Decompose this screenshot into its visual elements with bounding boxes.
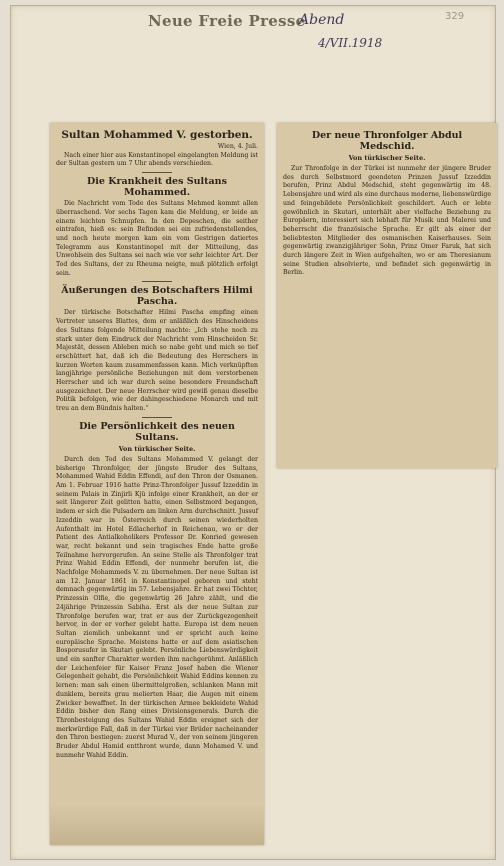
paper-stain	[50, 805, 264, 845]
handwritten-date: 4/VII.1918	[318, 36, 383, 50]
clipping-right-column	[277, 123, 497, 468]
clipping-left-column	[50, 123, 264, 845]
article-text-illness: Die Nachricht vom Tode des Sultans Mehmed kommt allen überraschend. Vor sechs Tagen kam die Meldung, er leide an einem leichten Schnupfen. In den Depeschen, die seither eintrafen, hieß es: sein Befinden sei ein zufriedenstellendes, und noch heute morgen kam ein vom Gestrigen datiertes Telegramm aus Konstantinopel mit der Mitteilung, das Unwohlsein des Sultans sei nach wie vor sehr leichter Art. Der Tod des Sultans, der zu Rheuma neigte, muß plötzlich erfolgt sein.	[56, 200, 258, 277]
newspaper-masthead: Neue Freie Presse	[148, 12, 306, 30]
article-text-death: Nach einer hier aus Konstantinopel eingelangten Meldung ist der Sultan gestern um 7 Uhr abends verschieden.	[56, 151, 258, 168]
article-divider	[142, 281, 172, 282]
handwritten-edition-note: Abend	[299, 12, 345, 28]
article-divider	[142, 172, 172, 173]
article-subtitle-heir: Von türkischer Seite.	[348, 154, 426, 162]
article-title-death: Sultan Mohammed V. gestorben.	[61, 129, 253, 141]
article-dateline: Wien, 4. Juli.	[217, 143, 258, 150]
article-divider	[142, 417, 172, 418]
article-text-personality: Durch den Tod des Sultans Mohammed V. gelangt der bisherige Thronfolger, der jüngste Bruder des Sultans, Mohammed Wahid Eddin Effendi, auf den Thron der Osmanen. Am 1. Februar 1916 hatte Prinz-Thronfolger Jussuf Izzeddin in seinem Palais in Zinjirli Kjü infolge einer Krankheit, an der er seit längerer Zeit gelitten hatte, einen Selbstmord begangen, indem er sich die Pulsadern am linken Arm durchschnitt. Jussuf Izzeddin war in Österreich durch seinen wiederholten Aufenthalt im Hotel Edlacherhof in Reichenau, wo er der Patient des Antialkoholikers Professor Dr. Konried gewesen war, recht bekannt und sein tragisches Ende hatte große Teilnahme hervorgerufen. An seine Stelle als Thronfolger trat Prinz Wahid Eddin Effendi, der nunmehr berufen ist, die Nachfolge Mohammeds V. zu übernehmen. Der neue Sultan ist am 12. Januar 1861 in Konstantinopel geboren und steht demnach gegenwärtig im 57. Lebensjahre. Er hat zwei Töchter, Prinzessin Olfie, die gegenwärtig 26 Jahre zählt, und die 24jährige Prinzessin Sabiha. Erst als der neue Sultan zur Thronfolge berufen war, trat er aus der Zurückgezogenheit hervor, in der er vorher gelebt hatte. Europa ist dem neuen Sultan ziemlich unbekannt und er spricht auch keine europäische Sprache. Meistens hatte er auf dem asiatischen Bosporusufer in Skutari gelebt. Persönliche Liebenswürdigkeit und ein sanfter Charakter werden ihm nachgerühmt. Anläßlich der Leichenfeier für Kaiser Franz Josef haben die Wiener Gelegenheit gehabt, die Persönlichkeit Wahid Eddins kennen zu lernen: man sah einen übermittelgroßen, schlanken Mann mit dunklem, bereits grau melierten Haar, die Augen mit einem Zwicker bewaffnet. In der türkischen Armee bekleidete Wahid Eddin bisher den Rang eines Divisionsgenerals. Durch die Thronbesteigung des Sultans Wahid Eddin ereignet sich der merkwürdige Fall, daß in der Türkei vier Brüder nacheinander den Thron bestiegen: zuerst Murad V., der von seinem jüngeren Bruder Abdul Hamid entthront wurde, dann Mohamed V. und nunmehr Wahid Eddin.	[56, 455, 258, 759]
article-text-heir: Zur Thronfolge in der Türkei ist nunmehr der jüngere Bruder des durch Selbstmord geendeten Prinzen Jussuf Izzeddin berufen, Prinz Abdul Medschid, steht gegenwärtig im 48. Lebensjahre und wird als eine durchaus moderne, liebenswürdige und feingebildete Persönlichkeit geschildert. Auch er lebte gewöhnlich in Skutari, unterhält aber vielfache Beziehung zu Europäern, interessiert sich lebhaft für Musik und Malerei und beherrscht die französische Sprache. Er gilt als einer der beliebtesten Mitglieder des osmanischen Kaiserhauses. Sein gegenwärtig zwanzigjähriger Sohn, Prinz Omer Faruk, hat sich durch längere Zeit in Wien aufgehalten, wo er am Theresianum seine Studien absolvierte, und befindet sich gegenwärtig in Berlin.	[283, 165, 491, 277]
article-title-ambassador: Äußerungen des Botschafters Hilmi Pascha.	[61, 285, 253, 308]
archive-page-number: 329	[445, 11, 465, 22]
article-title-personality: Die Persönlichkeit des neuen Sultans.	[79, 420, 235, 443]
article-title-illness: Die Krankheit des Sultans Mohammed.	[87, 176, 227, 199]
article-title-heir: Der neue Thronfolger Abdul Medschid.	[311, 130, 463, 152]
article-subtitle-personality: Von türkischer Seite.	[118, 444, 196, 453]
article-text-ambassador: Der türkische Botschafter Hilmi Pascha empfing einen Vertreter unseres Blattes, dem er anläßlich des Hinscheidens des Sultans folgende Mitteilung machte: „Ich stehe noch zu stark unter dem Eindruck der Nachricht vom Hinscheiden Sr. Majestät, dessen Ableben mich so nahe geht und mich so tief erschüttert hat, daß ich die Bedeutung des Herrschers in kurzen Worten kaum zusammenfassen kann. Mich verknüpften langjährige persönliche Beziehungen mit dem verstorbenen Herrscher und ich war durch seine besondere Freundschaft ausgezeichnet. Der neue Herrscher wird gewiß genau dieselbe Politik befolgen, wie der dahingeschiedene Monarch und mit treu an dem Bündnis halten.“	[56, 309, 258, 413]
